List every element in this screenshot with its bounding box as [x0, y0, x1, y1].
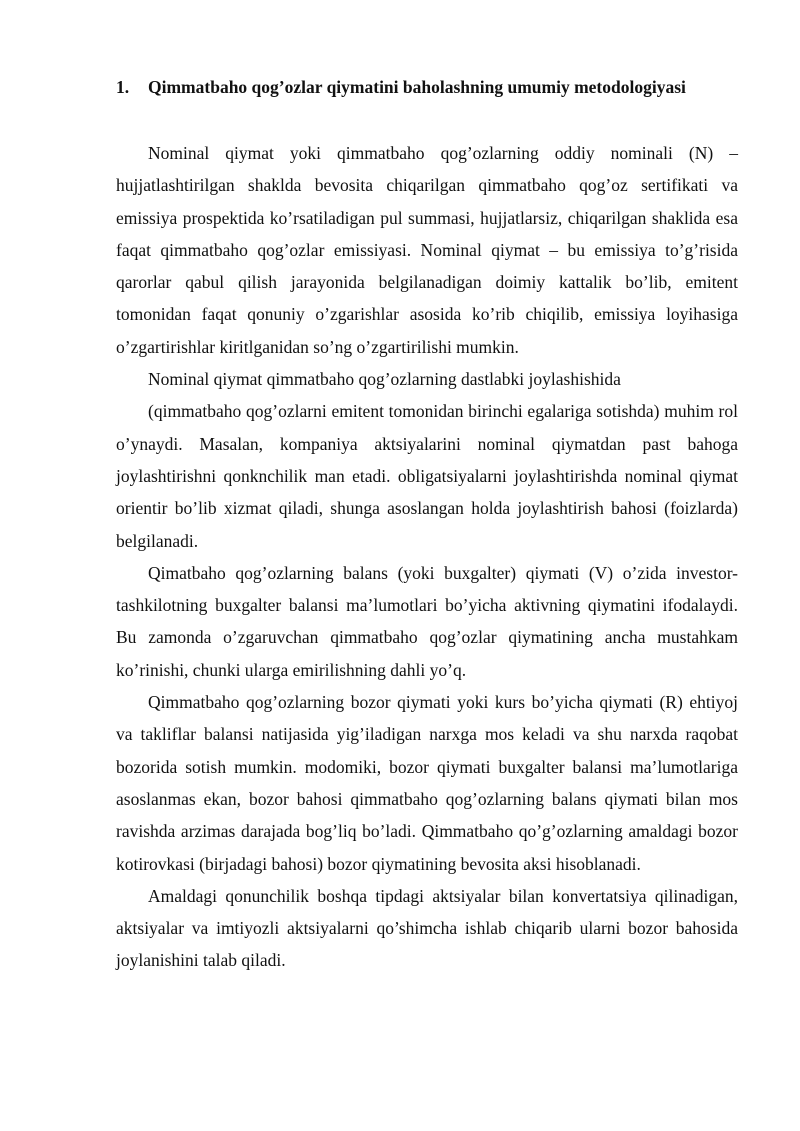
paragraph: Nominal qiymat yoki qimmatbaho qog’ozlarning oddiy nominali (N) – hujjatlashtirilgan shaklda bevosita chiqarilgan qimmatbaho qog’oz sertifikati va emissiya prospektida ko’rsatiladigan pul summasi, hujjatlarsiz, chiqarilgan shaklida esa faqat qimmatbaho qog’ozlar emissiyasi. Nominal qiymat – bu emissiya to’g’risida qarorlar qabul qilish jarayonida belgilanadigan doimiy kattalik bo’lib, emitent tomonidan faqat qonuniy o’zgarishlar asosida ko’rib chiqilib, emissiya loyihasiga o’zgartirishlar kiritlganidan so’ng o’zgartirilishi mumkin. [116, 143, 738, 357]
section-title: Qimmatbaho qog’ozlar qiymatini baholashning umumiy metodologiyasi [148, 77, 686, 97]
paragraph: Qimatbaho qog’ozlarning balans (yoki buxgalter) qiymati (V) o’zida investor-tashkilotning buxgalter balansi ma’lumotlari bo’yicha aktivning qiymatini ifodalaydi. Bu zamonda o’zgaruvchan qimmatbaho qog’ozlar qiymatining ancha mustahkam ko’rinishi, chunki ularga emirilishning dahli yo’q. [116, 562, 738, 680]
section-heading [116, 71, 738, 103]
paragraph: Nominal qiymat qimmatbaho qog’ozlarning dastlabki joylashishida [148, 369, 621, 390]
paragraph: Qimmatbaho qog’ozlarning bozor qiymati yoki kurs bo’yicha qiymati (R) ehtiyoj va takliflar balansi natijasida yig’iladigan narxga mos keladi va shu narxda raqobat bozorida sotish mumkin. modomiki, bozor qiymati buxgalter balansi ma’lumotlariga asoslanmas ekan, bozor bahosi qimmatbaho qog’ozlarning balans qiymati bilan mos ravishda arzimas darajada bog’liq bo’ladi. Qimmatbaho qo’g’ozlarning amaldagi bozor kotirovkasi (birjadagi bahosi) bozor qiymatining bevosita aksi hisoblanadi. [116, 692, 738, 874]
document-body [116, 71, 738, 977]
paragraph: (qimmatbaho qog’ozlarni emitent tomonidan birinchi egalariga sotishda) muhim rol o’ynaydi. Masalan, kompaniya aktsiyalarini nominal qiymatdan past bahoga joylashtirishni qonknchilik man etadi. obligatsiyalarni joylashtirishda nominal qiymat orientir bo’lib xizmat qiladi, shunga asoslangan holda joylashtirish bahosi (foizlarda) belgilanadi. [116, 401, 738, 551]
section-number: 1. [116, 77, 130, 97]
paragraph: Amaldagi qonunchilik boshqa tipdagi aktsiyalar bilan konvertatsiya qilinadigan, aktsiyalar va imtiyozli aktsiyalarni qo’shimcha ishlab chiqarib ularni bozor bahosida joylanishini talab qiladi. [116, 885, 738, 971]
